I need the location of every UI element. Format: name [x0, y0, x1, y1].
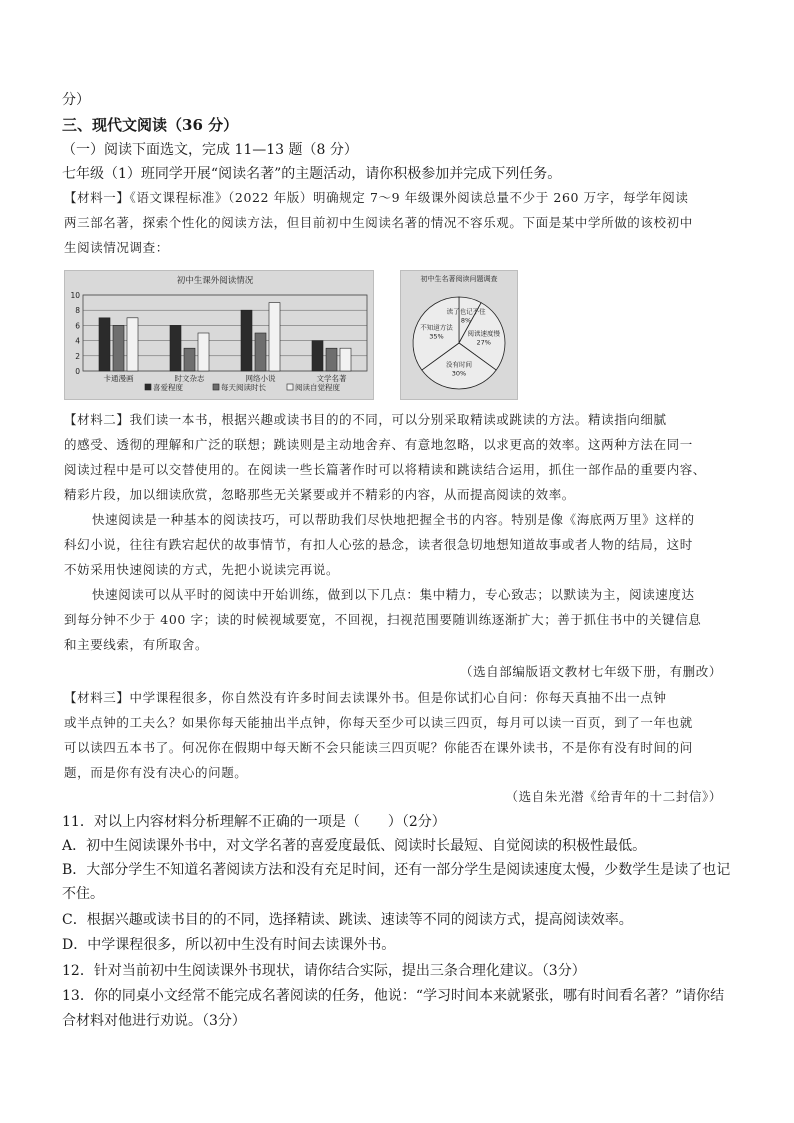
material-3-line: 或半点钟的工夫么？如果你每天能抽出半点钟，你每天至少可以读三四页，每月可以读一百页，到了一年也就 [64, 715, 693, 730]
task-intro: 七年级（1）班同学开展“阅读名著”的主题活动，请你积极参加并完成下列任务。 [62, 166, 562, 182]
material-2-line: 科幻小说，往往有跌宕起伏的故事情节，有扣人心弦的悬念，读者很急切地想知道故事或者人物的结局，这时 [64, 537, 693, 552]
pie-slice-label: 不知道方法 [420, 323, 453, 332]
material-2-line: 的感受、透彻的理解和广泛的联想；跳读则是主动地舍弃、有意地忽略，以求更高的效率。这两种方法在同一 [64, 437, 693, 452]
y-tick-label: 8 [75, 306, 80, 316]
question-12: 12．针对当前初中生阅读课外书现状，请你结合实际，提出三条合理化建议。（3分） [62, 963, 586, 979]
bar [269, 303, 280, 371]
legend-swatch [287, 384, 293, 390]
option-d: D．中学课程很多，所以初中生没有时间去读课外书。 [62, 937, 396, 953]
bar [170, 325, 181, 371]
bar [113, 325, 124, 371]
bar [255, 333, 266, 371]
pie-chart-figure [400, 270, 518, 400]
option-b-cont: 不住。 [62, 886, 104, 902]
option-a: A．初中生阅读课外书中，对文学名著的喜爱度最低、阅读时长最短、自觉阅读的积极性最低。 [62, 838, 647, 854]
legend-label: 每天阅读时长 [221, 383, 266, 392]
question-13: 13．你的同桌小文经常不能完成名著阅读的任务，他说：“学习时间本来就紧张，哪有时间看名著？”请你结 [62, 988, 725, 1004]
material-3-line: 题，而是你有没有决心的问题。 [64, 765, 248, 780]
bar [326, 348, 337, 371]
question-13-cont: 合材料对他进行劝说。（3分） [62, 1013, 246, 1029]
material-2-line: 快速阅读可以从平时的阅读中开始训练，做到以下几点：集中精力，专心致志；以默读为主，阅读速度达 [92, 587, 695, 602]
pie-slice-label: 阅读速度慢 [467, 329, 500, 338]
option-b: B．大部分学生不知道名著阅读方法和没有充足时间，还有一部分学生是阅读速度太慢，少数学生是读了也记 [62, 862, 731, 878]
y-tick-label: 10 [70, 291, 80, 300]
legend-label: 阅读自觉程度 [295, 383, 340, 392]
bar [99, 318, 110, 371]
x-tick-label: 卡通漫画 [103, 374, 134, 383]
y-tick-label: 4 [75, 336, 80, 346]
plot-frame [83, 295, 367, 371]
bar-chart [65, 271, 373, 399]
material-2-line: 快速阅读是一种基本的阅读技巧，可以帮助我们尽快地把握全书的内容。特别是像《海底两万里》这样的 [92, 512, 695, 527]
pie-slice-label: 没有时间 [446, 360, 472, 369]
pie-slice-value: 35% [429, 332, 444, 341]
y-tick-label: 6 [75, 321, 80, 331]
bar [127, 318, 138, 371]
continued-fragment: 分） [62, 92, 90, 108]
pie-slice-value: 8% [460, 316, 472, 325]
material-2-line: 和主要线索，有所取舍。 [64, 637, 209, 652]
bar [241, 310, 252, 371]
legend-swatch [213, 384, 219, 390]
sub-heading: （一）阅读下面选文，完成 11—13 题（8 分） [62, 142, 358, 158]
material-2-line: 不妨采用快速阅读的方式，先把小说读完再说。 [64, 562, 340, 577]
material-2-source: （选自部编版语文教材七年级下册，有删改） [459, 664, 722, 679]
pie-chart-title: 初中生名著阅读问题调查 [420, 275, 498, 283]
pie-slice-label: 读了也记不住 [446, 307, 486, 316]
material-2-line: 精彩片段，加以细读欣赏，忽略那些无关紧要或并不精彩的内容，从而提高阅读的效率。 [64, 487, 575, 502]
pie-slice-value: 27% [476, 338, 491, 347]
option-c: C．根据兴趣或读书目的的不同，选择精读、跳读、速读等不同的阅读方式，提高阅读效率。 [62, 912, 633, 928]
y-tick-label: 2 [75, 351, 80, 361]
bar [184, 348, 195, 371]
material-1-line: 生阅读情况调查： [64, 240, 169, 255]
pie-chart [401, 271, 517, 399]
x-tick-label: 文学名著 [316, 374, 347, 383]
bar [198, 333, 209, 371]
bar-chart-figure [64, 270, 374, 400]
x-tick-label: 网络小说 [245, 374, 276, 383]
legend-swatch [145, 384, 151, 390]
material-2-line: 【材料二】我们读一本书，根据兴趣或读书目的的不同，可以分别采取精读或跳读的方法。精读指向细腻 [64, 412, 667, 427]
material-2-line: 阅读过程中是可以交替使用的。在阅读一些长篇著作时可以将精读和跳读结合运用，抓住一部作品的重要内容、 [64, 462, 706, 477]
material-2-line: 到每分钟不少于 400 字；读的时候视域要宽，不回视，扫视范围要随训练逐渐扩大；善于抓住书中的关键信息 [64, 612, 702, 627]
material-1-line: 两三部名著，探索个性化的阅读方法，但目前初中生阅读名著的情况不容乐观。下面是某中学所做的该校初中 [64, 215, 693, 230]
material-1-line: 【材料一】《语文课程标准》（2022 年版）明确规定 7～9 年级课外阅读总量不少于 260 万字，每学年阅读 [64, 190, 689, 205]
material-3-source: （选自朱光潜《给青年的十二封信》） [505, 789, 722, 804]
bar [340, 348, 351, 371]
x-tick-label: 时文杂志 [174, 374, 205, 383]
y-tick-label: 0 [75, 367, 80, 376]
bar-chart-title: 初中生课外阅读情况 [176, 276, 254, 286]
bar [312, 341, 323, 371]
pie-slice-value: 30% [451, 369, 467, 378]
material-3-line: 可以读四五本书了。何况你在假期中每天断不会只能读三四页呢？你能否在课外读书，不是你有没有时间的问 [64, 740, 693, 755]
material-3-line: 【材料三】中学课程很多，你自然没有许多时间去读课外书。但是你试扪心自问：你每天真抽不出一点钟 [64, 690, 667, 705]
section-heading: 三、现代文阅读（36 分） [62, 116, 239, 134]
question-11: 11．对以上内容材料分析理解不正确的一项是（ ）（2分） [62, 814, 446, 830]
legend-label: 喜爱程度 [153, 383, 183, 392]
